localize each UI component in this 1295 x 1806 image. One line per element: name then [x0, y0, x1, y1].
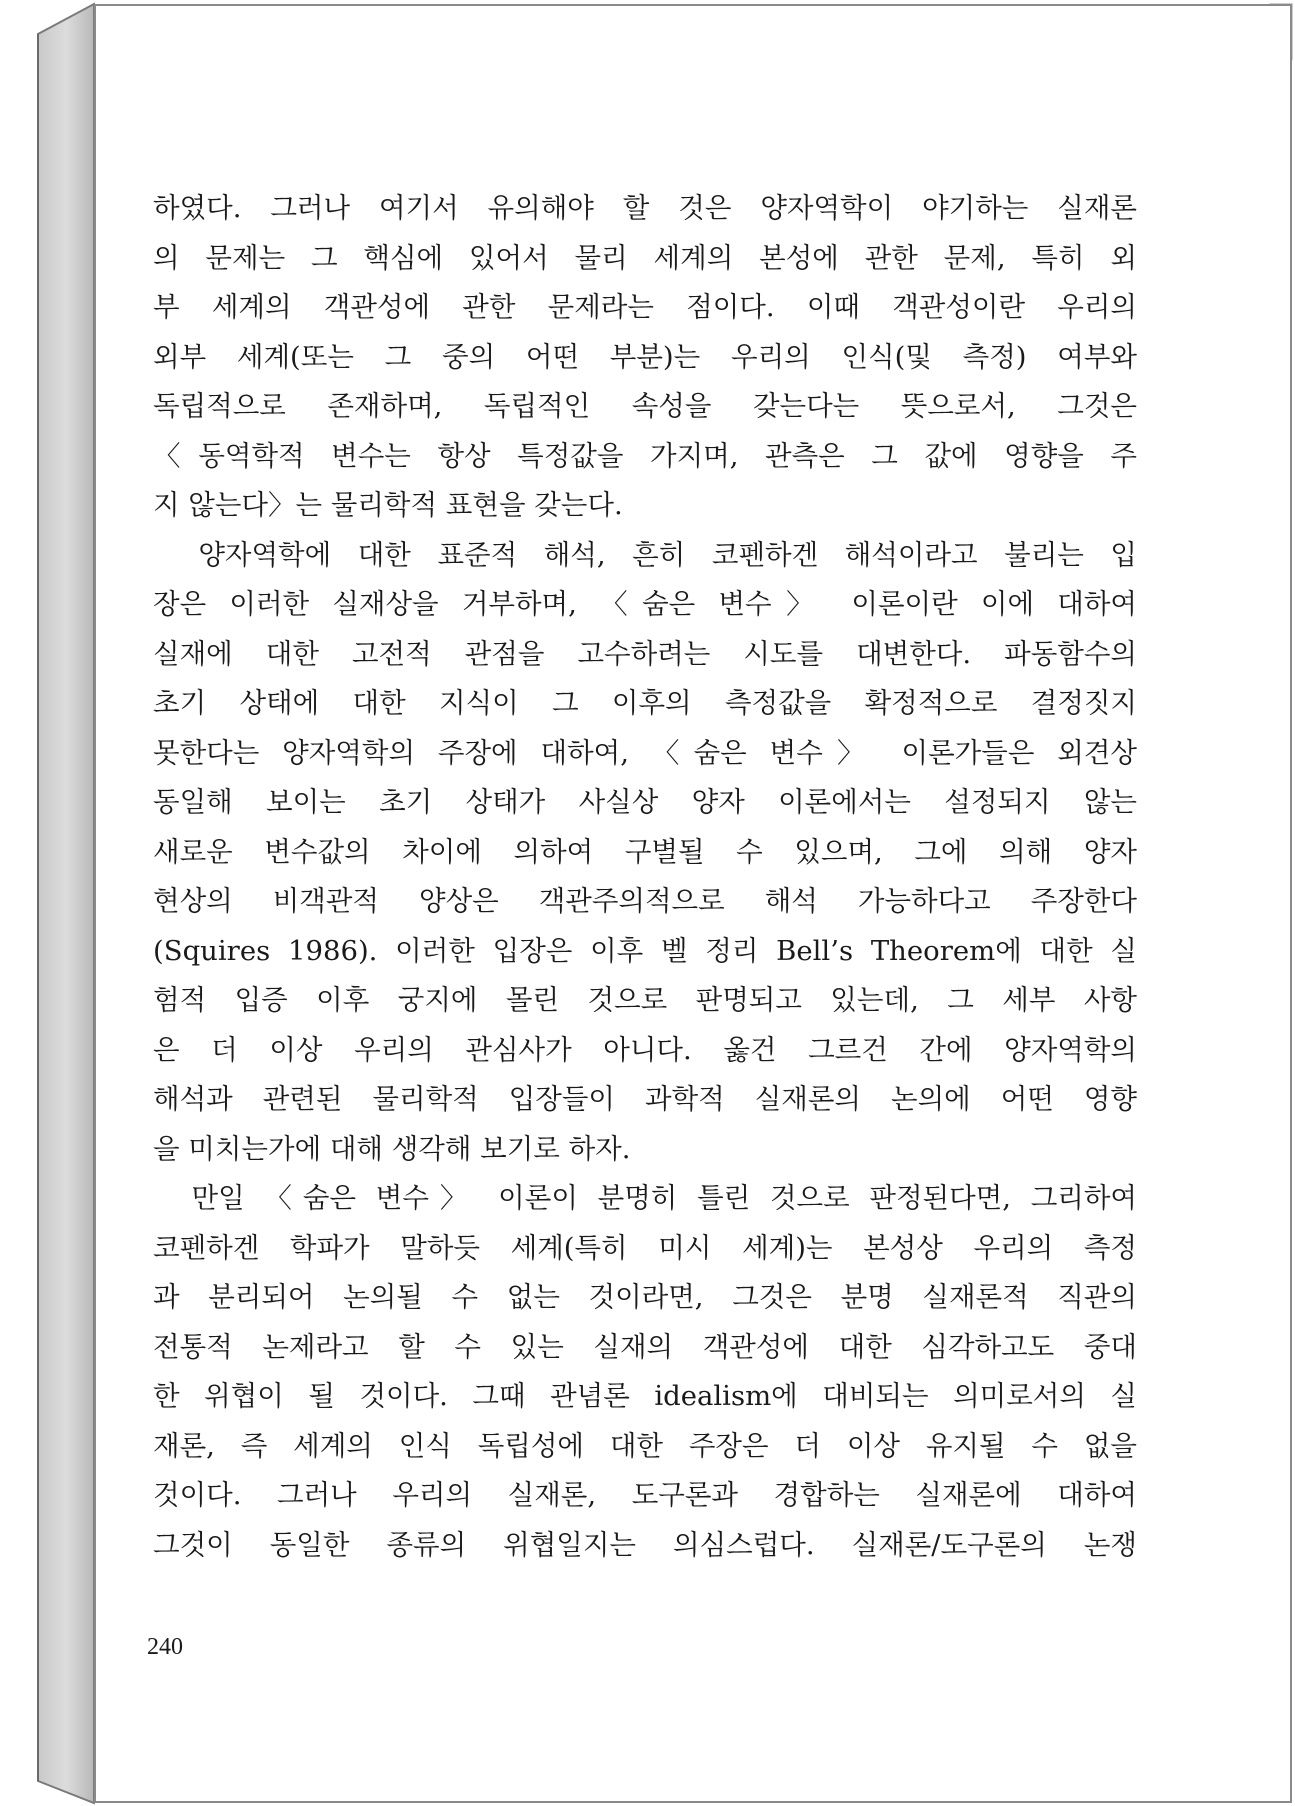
text-line: 의 문제는 그 핵심에 있어서 물리 세계의 본성에 관한 문제, 특히 외 [153, 241, 1137, 274]
text-line: 한 위협이 될 것이다. 그때 관념론 idealism에 대비되는 의미로서의 실 [153, 1380, 1137, 1412]
text-line: 만일 〈숨은 변수〉 이론이 분명히 틀린 것으로 판정된다면, 그리하여 [153, 1182, 1137, 1214]
text-line: 부 세계의 객관성에 관한 문제라는 점이다. 이때 객관성이란 우리의 [153, 291, 1137, 323]
body-text [153, 184, 1137, 1570]
paragraph-2 [153, 531, 1137, 1175]
text-line: 을 미치는가에 대해 생각해 보기로 하자. [153, 1132, 631, 1165]
text-line: 새로운 변수값의 차이에 의하여 구별될 수 있으며, 그에 의해 양자 [153, 835, 1137, 868]
text-line: 하였다. 그러나 여기서 유의해야 할 것은 양자역학이 야기하는 실재론 [153, 192, 1137, 224]
paragraph-3 [153, 1174, 1137, 1570]
text-line: 지 않는다〉는 물리학적 표현을 갖는다. [153, 489, 623, 521]
text-line: 외부 세계(또는 그 중의 어떤 부분)는 우리의 인식(및 측정) 여부와 [153, 340, 1137, 373]
text-line: 전통적 논제라고 할 수 있는 실재의 객관성에 대한 심각하고도 중대 [153, 1330, 1137, 1363]
text-line: 해석과 관련된 물리학적 입장들이 과학적 실재론의 논의에 어떤 영향 [153, 1083, 1137, 1115]
text-line: 것이다. 그러나 우리의 실재론, 도구론과 경합하는 실재론에 대하여 [153, 1479, 1137, 1511]
text-line: 독립적으로 존재하며, 독립적인 속성을 갖는다는 뜻으로서, 그것은 [153, 390, 1137, 422]
text-line: 초기 상태에 대한 지식이 그 이후의 측정값을 확정적으로 결정짓지 [153, 687, 1137, 719]
text-line: (Squires 1986). 이러한 입장은 이후 벨 정리 Bell’s Theorem에 대한 실 [153, 934, 1137, 967]
text-line: 현상의 비객관적 양상은 객관주의적으로 해석 가능하다고 주장한다 [153, 885, 1137, 917]
text-line: 실재에 대한 고전적 관점을 고수하려는 시도를 대변한다. 파동함수의 [153, 637, 1137, 670]
paragraph-1 [153, 184, 1137, 531]
text-line: 양자역학에 대한 표준적 해석, 흔히 코펜하겐 해석이라고 불리는 입 [153, 538, 1137, 571]
text-line: 〈동역학적 변수는 항상 특정값을 가지며, 관측은 그 값에 영향을 주 [153, 439, 1137, 472]
text-line: 험적 입증 이후 궁지에 몰린 것으로 판명되고 있는데, 그 세부 사항 [153, 984, 1137, 1016]
text-line: 동일해 보이는 초기 상태가 사실상 양자 이론에서는 설정되지 않는 [153, 786, 1137, 818]
text-line: 장은 이러한 실재상을 거부하며, 〈숨은 변수〉 이론이란 이에 대하여 [153, 588, 1137, 620]
text-line: 재론, 즉 세계의 인식 독립성에 대한 주장은 더 이상 유지될 수 없을 [153, 1429, 1137, 1462]
text-line: 그것이 동일한 종류의 위협일지는 의심스럽다. 실재론/도구론의 논쟁 [153, 1528, 1137, 1561]
text-line: 과 분리되어 논의될 수 없는 것이라면, 그것은 분명 실재론적 직관의 [153, 1281, 1137, 1313]
text-line: 은 더 이상 우리의 관심사가 아니다. 옳건 그르건 간에 양자역학의 [153, 1033, 1137, 1066]
text-line: 코펜하겐 학파가 말하듯 세계(특히 미시 세계)는 본성상 우리의 측정 [153, 1231, 1137, 1264]
text-line: 못한다는 양자역학의 주장에 대하여, 〈숨은 변수〉 이론가들은 외견상 [153, 736, 1137, 769]
page-number: 240 [147, 1634, 183, 1660]
